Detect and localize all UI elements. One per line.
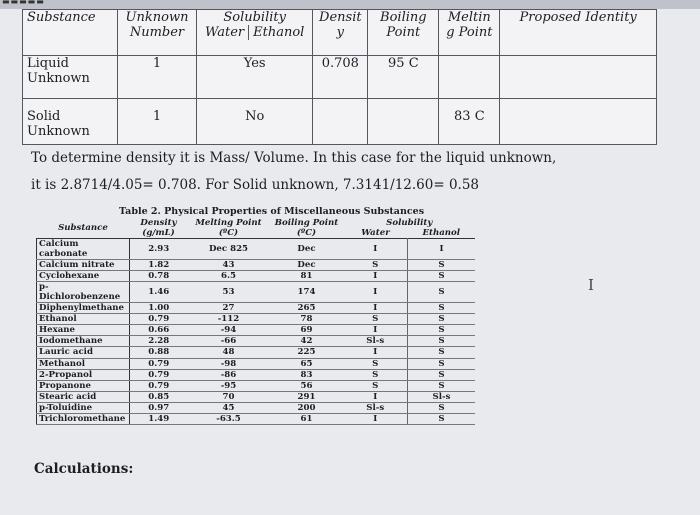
t2-boiling: 42 <box>270 336 344 347</box>
t2-melting: -95 <box>188 380 270 391</box>
table-row <box>37 260 476 271</box>
t2-water: Sl-s <box>344 402 408 413</box>
row-number: 1 <box>118 99 197 145</box>
text-cursor-icon: I <box>588 276 594 294</box>
row-substance: Liquid Unknown <box>23 56 118 99</box>
t2-boiling: Dec <box>270 239 344 260</box>
table-row <box>37 347 476 358</box>
t2-density: 0.97 <box>130 402 188 413</box>
t2-substance: Stearic acid <box>37 391 130 402</box>
t2-ethanol: S <box>408 336 476 347</box>
header-ethanol: Ethanol <box>253 25 305 40</box>
table-row <box>37 380 476 391</box>
t2-density: 1.46 <box>130 282 188 303</box>
t2-density: 0.88 <box>130 347 188 358</box>
row-boiling: 95 C <box>368 56 439 99</box>
t2-substance: Trichloromethane <box>37 413 130 424</box>
t2-water: S <box>344 314 408 325</box>
table-row <box>37 239 476 260</box>
t2-density: 0.79 <box>130 358 188 369</box>
t2-ethanol: S <box>408 303 476 314</box>
table-row <box>37 336 476 347</box>
table-row <box>37 391 476 402</box>
row-melting <box>439 56 500 99</box>
density-note-line1: To determine density it is Mass/ Volume. In this case for the liquid unknown, <box>31 150 557 166</box>
header-solubility: Solubility Water Ethanol <box>197 10 313 56</box>
t2-melting: 45 <box>188 402 270 413</box>
t2-ethanol: S <box>408 260 476 271</box>
t2-density: 0.79 <box>130 314 188 325</box>
t2-water: I <box>344 271 408 282</box>
t2-melting: 27 <box>188 303 270 314</box>
t2-ethanol: S <box>408 282 476 303</box>
t2-melting: -112 <box>188 314 270 325</box>
t2-melting: 70 <box>188 391 270 402</box>
row-identity <box>500 99 657 145</box>
t2-ethanol: I <box>408 239 476 260</box>
t2-density: 1.00 <box>130 303 188 314</box>
t2-melting: -98 <box>188 358 270 369</box>
t2-melting: 53 <box>188 282 270 303</box>
header-density: Densit y <box>313 10 368 56</box>
table-row <box>23 99 657 145</box>
table-row <box>37 413 476 424</box>
t2-ethanol: S <box>408 358 476 369</box>
t2-water: S <box>344 358 408 369</box>
t2-melting: 48 <box>188 347 270 358</box>
t2-substance: Iodomethane <box>37 336 130 347</box>
t2-substance: p-Toluidine <box>37 402 130 413</box>
top-strip: ▬▬▬▬▬ <box>0 0 700 9</box>
t2-melting: 43 <box>188 260 270 271</box>
table-row <box>37 282 476 303</box>
row-substance: Solid Unknown <box>23 99 118 145</box>
t2-water: I <box>344 391 408 402</box>
t2-header-boiling-unit: (ºC) <box>296 228 317 238</box>
t2-ethanol: S <box>408 271 476 282</box>
row-boiling <box>368 99 439 145</box>
t2-boiling: 69 <box>270 325 344 336</box>
t2-water: S <box>344 380 408 391</box>
t2-ethanol: S <box>408 380 476 391</box>
t2-boiling: 78 <box>270 314 344 325</box>
t2-substance: 2-Propanol <box>37 369 130 380</box>
table-row <box>37 325 476 336</box>
table-row <box>37 402 476 413</box>
t2-boiling: 225 <box>270 347 344 358</box>
header-melting-point: Meltin g Point <box>439 10 500 56</box>
t2-boiling: Dec <box>270 260 344 271</box>
t2-density: 2.28 <box>130 336 188 347</box>
t2-ethanol: S <box>408 325 476 336</box>
row-identity <box>500 56 657 99</box>
header-proposed-identity: Proposed Identity <box>500 10 657 56</box>
t2-melting: -66 <box>188 336 270 347</box>
t2-density: 2.93 <box>130 239 188 260</box>
properties-table <box>36 218 475 425</box>
table-row <box>37 271 476 282</box>
table-row <box>23 56 657 99</box>
t2-header-density: Density <box>140 218 177 228</box>
row-density <box>313 99 368 145</box>
t2-header-melting: Melting Point <box>195 218 262 228</box>
t2-substance: Calcium nitrate <box>37 260 130 271</box>
table2-caption: Table 2. Physical Properties of Miscellaneous Substances <box>119 206 425 217</box>
t2-melting: Dec 825 <box>188 239 270 260</box>
t2-ethanol: S <box>408 402 476 413</box>
t2-ethanol: S <box>408 347 476 358</box>
t2-substance: Ethanol <box>37 314 130 325</box>
header-unknown-number: Unknown Number <box>118 10 197 56</box>
header-substance: Substance <box>23 10 118 56</box>
t2-boiling: 200 <box>270 402 344 413</box>
row-melting: 83 C <box>439 99 500 145</box>
t2-water: I <box>344 325 408 336</box>
t2-boiling: 265 <box>270 303 344 314</box>
t2-boiling: 83 <box>270 369 344 380</box>
t2-substance: Propanone <box>37 380 130 391</box>
t2-water: I <box>344 282 408 303</box>
t2-header-melting-unit: (ºC) <box>218 228 239 238</box>
t2-ethanol: S <box>408 413 476 424</box>
t2-water: Sl-s <box>344 336 408 347</box>
t2-water: I <box>344 239 408 260</box>
t2-melting: -63.5 <box>188 413 270 424</box>
t2-melting: 6.5 <box>188 271 270 282</box>
table-row <box>37 369 476 380</box>
table-row <box>37 303 476 314</box>
t2-header-boiling: Boiling Point <box>274 218 339 228</box>
t2-ethanol: S <box>408 314 476 325</box>
t2-water: I <box>344 413 408 424</box>
t2-substance: Diphenylmethane <box>37 303 130 314</box>
t2-header-solubility: Solubility <box>386 218 433 228</box>
t2-substance: Lauric acid <box>37 347 130 358</box>
calculations-label: Calculations: <box>34 461 134 477</box>
density-note-line2: it is 2.8714/4.05= 0.708. For Solid unknown, 7.3141/12.60= 0.58 <box>31 177 480 193</box>
t2-density: 0.66 <box>130 325 188 336</box>
t2-density: 0.79 <box>130 380 188 391</box>
t2-boiling: 174 <box>270 282 344 303</box>
row-water: No <box>197 99 313 145</box>
t2-boiling: 56 <box>270 380 344 391</box>
t2-density: 0.85 <box>130 391 188 402</box>
t2-water: S <box>344 369 408 380</box>
table-row <box>37 358 476 369</box>
t2-density: 1.82 <box>130 260 188 271</box>
table-row <box>37 314 476 325</box>
t2-header-ethanol: Ethanol <box>422 228 461 238</box>
t2-substance: Cyclohexane <box>37 271 130 282</box>
t2-substance: Calcium carbonate <box>37 239 130 260</box>
header-boiling-point: Boiling Point <box>368 10 439 56</box>
t2-ethanol: Sl-s <box>408 391 476 402</box>
row-water: Yes <box>197 56 313 99</box>
t2-boiling: 81 <box>270 271 344 282</box>
t2-density: 0.79 <box>130 369 188 380</box>
row-density: 0.708 <box>313 56 368 99</box>
t2-water: I <box>344 303 408 314</box>
unknowns-table <box>22 9 657 145</box>
t2-water: I <box>344 347 408 358</box>
t2-melting: -94 <box>188 325 270 336</box>
t2-boiling: 65 <box>270 358 344 369</box>
t2-substance: p-Dichlorobenzene <box>37 282 130 303</box>
t2-water: S <box>344 260 408 271</box>
t2-header-substance: Substance <box>37 218 130 239</box>
t2-density: 0.78 <box>130 271 188 282</box>
t2-boiling: 291 <box>270 391 344 402</box>
t2-header-density-unit: (g/mL) <box>142 228 175 238</box>
t2-ethanol: S <box>408 369 476 380</box>
t2-header-water: Water <box>361 228 390 238</box>
t2-substance: Hexane <box>37 325 130 336</box>
t2-boiling: 61 <box>270 413 344 424</box>
row-number: 1 <box>118 56 197 99</box>
t2-substance: Methanol <box>37 358 130 369</box>
t2-density: 1.49 <box>130 413 188 424</box>
t2-melting: -86 <box>188 369 270 380</box>
header-water: Water <box>201 25 249 40</box>
